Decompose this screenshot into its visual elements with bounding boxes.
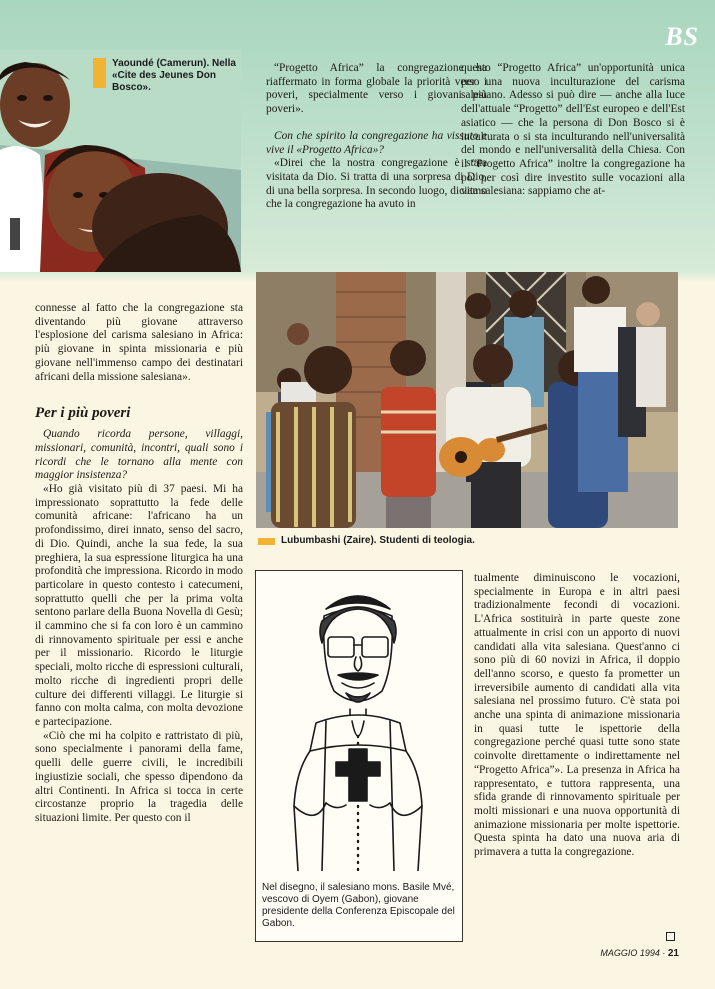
paragraph: “Progetto Africa” la congregazione ha riaffermato in forma globale la priorità verso i poveri, specialmente verso i giovani più poveri». — [266, 62, 487, 116]
page-footer — [600, 948, 679, 959]
page-number: 21 — [667, 948, 679, 959]
issue-date: MAGGIO 1994 — [600, 948, 660, 958]
article-column-d — [474, 572, 680, 860]
photo-students-lubumbashi — [256, 272, 678, 528]
drawing-caption: Nel disegno, il salesiano mons. Basile Mvé, vescovo di Oyem (Gabon), giovane presidente della Conferenza Episcopale del Gabon. — [262, 882, 455, 929]
footer-separator: · — [659, 948, 668, 958]
article-column-b — [461, 62, 685, 199]
caption-marker — [258, 538, 275, 545]
paragraph: «Ho già visitato più di 37 paesi. Mi ha impressionato soprattutto la fede delle comunità africane: l'africano ha un profondissimo, direi innato, senso del sacro, di Dio. Quindi, anche la sua fede, la sua preghiera, la sua espressione liturgica ha una profondità che impressiona. Ricordo in modo particolare in questo contesto i catecumeni, soprattutto quelli che per la prima volta sentono parlare della Buona Novella di Gesù; il cammino che si fa con loro è un cammino di rinnovamento spirituale per essi e anche per il missionario. Ricordo le liturgie speciali, molto ricche di espressioni culturali, molto ricche di ingredienti propri delle culture dei differenti villaggi. Le liturgie si fanno con molta calma, con molta devozione e partecipazione. — [35, 483, 243, 728]
magazine-logo: BS — [665, 22, 699, 51]
interview-question: Quando ricorda persone, villaggi, missionari, comunità, incontri, quali sono i ricordi che le tornano alla mente con maggior insistenza? — [35, 428, 243, 482]
section-subhead: Per i più poveri — [35, 405, 131, 422]
interview-question: Con che spirito la congregazione ha vissuto e vive il «Progetto Africa»? — [266, 129, 487, 156]
article-column-a — [266, 62, 487, 212]
bishop-caricature — [256, 571, 461, 871]
paragraph: «Direi che la nostra congregazione è stata visitata da Dio. Si tratta di una sorpresa di Dio, di una bella sorpresa. In secondo luogo, diciamo che la congregazione ha avuto in — [266, 157, 487, 211]
end-of-article-mark — [666, 932, 675, 941]
paragraph: connesse al fatto che la congregazione sta diventando più giovane attraverso l'esplosione del carisma salesiano in Africa: più giovane in spinta missionaria e più giovane nell'immenso campo dei destinatari africani della missione salesiana». — [35, 302, 243, 383]
bishop-drawing-box — [255, 570, 463, 942]
paragraph: «Ciò che mi ha colpito e rattristato di più, sono specialmente i panorami della fame, quelli delle guerre civili, le incredibili ingiustizie sociali, che spesso dipendono da altri Continenti. In Africa si tocca in certe circostanze proprio la tragedia delle situazioni limite. Per questo con il — [35, 729, 243, 824]
article-column-c — [35, 302, 243, 826]
photo-caption-lubumbashi: Lubumbashi (Zaire). Studenti di teologia. — [281, 535, 475, 546]
paragraph: tualmente diminuiscono le vocazioni, specialmente in Europa e in altri paesi tradizionalmente fecondi di vocazioni. L'Africa sostituirà in parte queste zone attualmente in crisi con un apporto di nuovi candidati alla vita salesiana. Quest'anno ci sono più di 60 novizi in Africa, il doppio dell'anno scorso, e questo fa prometter un irreversibile aumento di candidati alla vita salesiana nel prossimo futuro. C'è stata poi anche una spinta di animazione missionaria in quasi tutte le ispettorie della congregazione perché quasi tutte sono state coinvolte direttamente o indirettamente nel “Progetto Africa”». La presenza in Africa ha rappresentato, e tuttora rappresenta, una sfida grande di rinnovamento spirituale per molti missionari e una nuova opportunità di animazione missionaria per molte ispettorie. Questa spinta ha dato una nuova aria di primavera a tutta la congregazione. — [474, 572, 680, 859]
caption-marker — [93, 58, 106, 88]
photo-caption-yaounde: Yaoundé (Camerun). Nella «Cite des Jeunes Don Bosco». — [112, 58, 236, 93]
paragraph: questo “Progetto Africa” un'opportunità unica per una nuova inculturazione del carisma salesiano. Adesso si può dire — anche alla luce dell'attuale “Progetto” dell'Est europeo e dell'Est asiatico — che la persona di Don Bosco si è inculturata o si sta inculturando nell'universalità del mondo e nell'universalità della Chiesa. Con il “Progetto Africa” inoltre la congregazione ha poi per così dire investito sulle vocazioni alla vita salesiana: sappiamo che at- — [461, 62, 685, 198]
